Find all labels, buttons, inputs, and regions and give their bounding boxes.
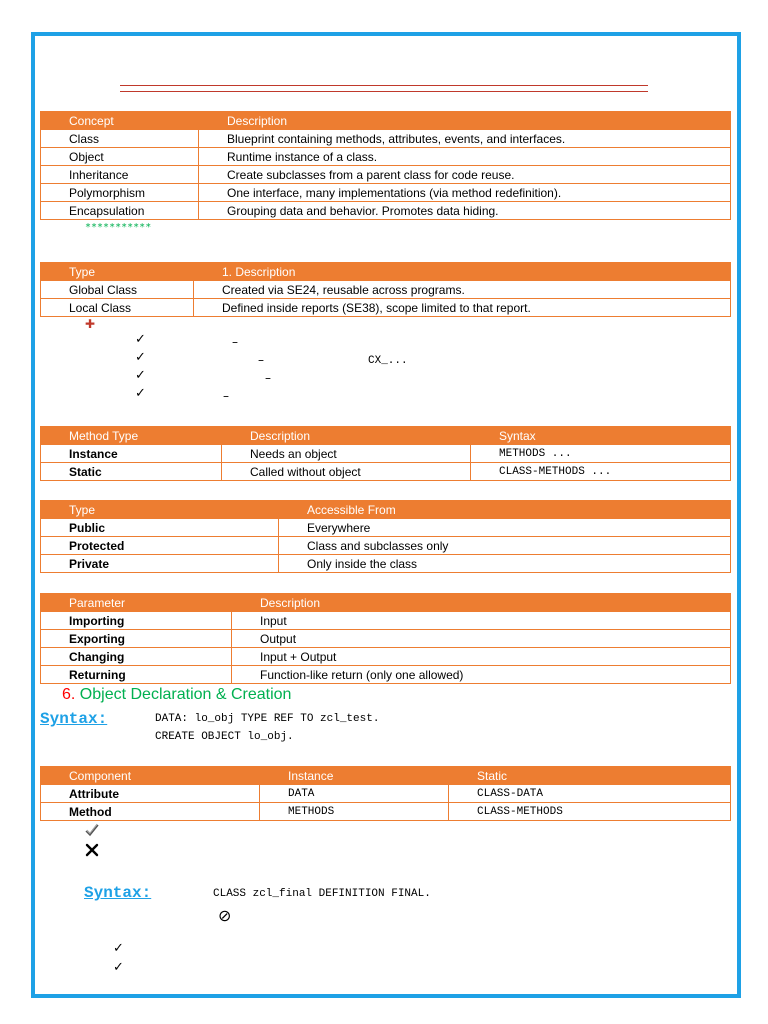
cell: Blueprint containing methods, attributes, events, and interfaces. xyxy=(199,130,731,148)
column-header: Static xyxy=(449,767,731,785)
column-header: Method Type xyxy=(41,427,222,445)
check-outline-icon-svg xyxy=(84,822,100,838)
table-row xyxy=(41,630,731,648)
checkmark-icon: ✓ xyxy=(113,941,124,956)
table-row xyxy=(41,166,731,184)
syntax-label: Syntax: xyxy=(40,710,108,728)
visibility-table xyxy=(40,500,731,573)
cell: Exporting xyxy=(41,630,232,648)
dash: – xyxy=(258,353,264,367)
table-row xyxy=(41,281,731,299)
cell: Everywhere xyxy=(279,519,731,537)
cell: Called without object xyxy=(222,463,471,481)
dash: – xyxy=(223,389,229,403)
exception-prefix: CX_... xyxy=(368,355,408,367)
column-header: Concept xyxy=(41,112,199,130)
column-header: Description xyxy=(232,594,731,612)
separator-stars: *********** xyxy=(85,222,152,233)
checkmark-icon: ✓ xyxy=(135,368,146,383)
table-row xyxy=(41,537,731,555)
cell: Function-like return (only one allowed) xyxy=(232,666,731,684)
cell: Object xyxy=(41,148,199,166)
cell: Returning xyxy=(41,666,232,684)
table-header-row xyxy=(41,427,731,445)
checkmark-icon: ✓ xyxy=(135,386,146,401)
parameter-table xyxy=(40,593,731,684)
table-row xyxy=(41,666,731,684)
section-heading xyxy=(62,686,291,704)
table-row xyxy=(41,184,731,202)
code-line: CREATE OBJECT lo_obj. xyxy=(155,731,294,743)
cell: Created via SE24, reusable across programs. xyxy=(194,281,731,299)
concepts-table xyxy=(40,111,731,220)
table-header-row xyxy=(41,263,731,281)
section-number: 6. xyxy=(62,686,76,703)
cell: Class xyxy=(41,130,199,148)
column-header: Description xyxy=(199,112,731,130)
checkmark-icon: ✓ xyxy=(135,332,146,347)
cell: Grouping data and behavior. Promotes data hiding. xyxy=(199,202,731,220)
cell: Importing xyxy=(41,612,232,630)
cell: Static xyxy=(41,463,222,481)
cell: METHODS ... xyxy=(471,445,731,463)
cell: CLASS-DATA xyxy=(449,785,731,803)
cell: Polymorphism xyxy=(41,184,199,202)
cell: Global Class xyxy=(41,281,194,299)
cell: Class and subclasses only xyxy=(279,537,731,555)
table-row xyxy=(41,612,731,630)
column-header: Type xyxy=(41,263,194,281)
cell: Private xyxy=(41,555,279,573)
cell: Only inside the class xyxy=(279,555,731,573)
cell: Attribute xyxy=(41,785,260,803)
column-header: Instance xyxy=(260,767,449,785)
table-row xyxy=(41,130,731,148)
title-divider xyxy=(120,85,648,92)
bullet-marker-icon: ✚ xyxy=(85,317,96,331)
cell: One interface, many implementations (via method redefinition). xyxy=(199,184,731,202)
table-row xyxy=(41,648,731,666)
table-row xyxy=(41,299,731,317)
column-header: Description xyxy=(222,427,471,445)
syntax-label: Syntax: xyxy=(84,884,152,902)
code-line: DATA: lo_obj TYPE REF TO zcl_test. xyxy=(155,713,380,725)
cell: DATA xyxy=(260,785,449,803)
class-type-table xyxy=(40,262,731,317)
cell: Output xyxy=(232,630,731,648)
cell: Create subclasses from a parent class for code reuse. xyxy=(199,166,731,184)
code-line: CLASS zcl_final DEFINITION FINAL. xyxy=(213,888,431,900)
column-header: Parameter xyxy=(41,594,232,612)
section-title: Object Declaration & Creation xyxy=(79,686,292,703)
table-header-row xyxy=(41,594,731,612)
column-header: Component xyxy=(41,767,260,785)
column-header: Syntax xyxy=(471,427,731,445)
table-row xyxy=(41,202,731,220)
table-header-row xyxy=(41,767,731,785)
cell: Method xyxy=(41,803,260,821)
cell: Input + Output xyxy=(232,648,731,666)
cell: CLASS-METHODS xyxy=(449,803,731,821)
table-row xyxy=(41,555,731,573)
table-header-row xyxy=(41,112,731,130)
cell: Local Class xyxy=(41,299,194,317)
table-row xyxy=(41,463,731,481)
cell: Inheritance xyxy=(41,166,199,184)
cell: Encapsulation xyxy=(41,202,199,220)
cell: CLASS-METHODS ... xyxy=(471,463,731,481)
cell: Defined inside reports (SE38), scope limited to that report. xyxy=(194,299,731,317)
table-row xyxy=(41,803,731,821)
column-header: Accessible From xyxy=(279,501,731,519)
cell: Public xyxy=(41,519,279,537)
cross-icon xyxy=(84,842,100,863)
cell: Instance xyxy=(41,445,222,463)
checkmark-icon: ✓ xyxy=(113,960,124,975)
check-outline-icon xyxy=(84,822,100,842)
prohibited-icon: ⊘ xyxy=(218,906,232,925)
column-header: Type xyxy=(41,501,279,519)
table-row xyxy=(41,445,731,463)
method-type-table xyxy=(40,426,731,481)
column-header: 1. Description xyxy=(194,263,731,281)
table-row xyxy=(41,148,731,166)
cell: Protected xyxy=(41,537,279,555)
component-table xyxy=(40,766,731,821)
checkmark-icon: ✓ xyxy=(135,350,146,365)
cell: Needs an object xyxy=(222,445,471,463)
cell: METHODS xyxy=(260,803,449,821)
table-header-row xyxy=(41,501,731,519)
table-row xyxy=(41,519,731,537)
cell: Input xyxy=(232,612,731,630)
dash: – xyxy=(232,335,238,349)
cell: Changing xyxy=(41,648,232,666)
dash: – xyxy=(265,371,271,385)
cell: Runtime instance of a class. xyxy=(199,148,731,166)
table-row xyxy=(41,785,731,803)
